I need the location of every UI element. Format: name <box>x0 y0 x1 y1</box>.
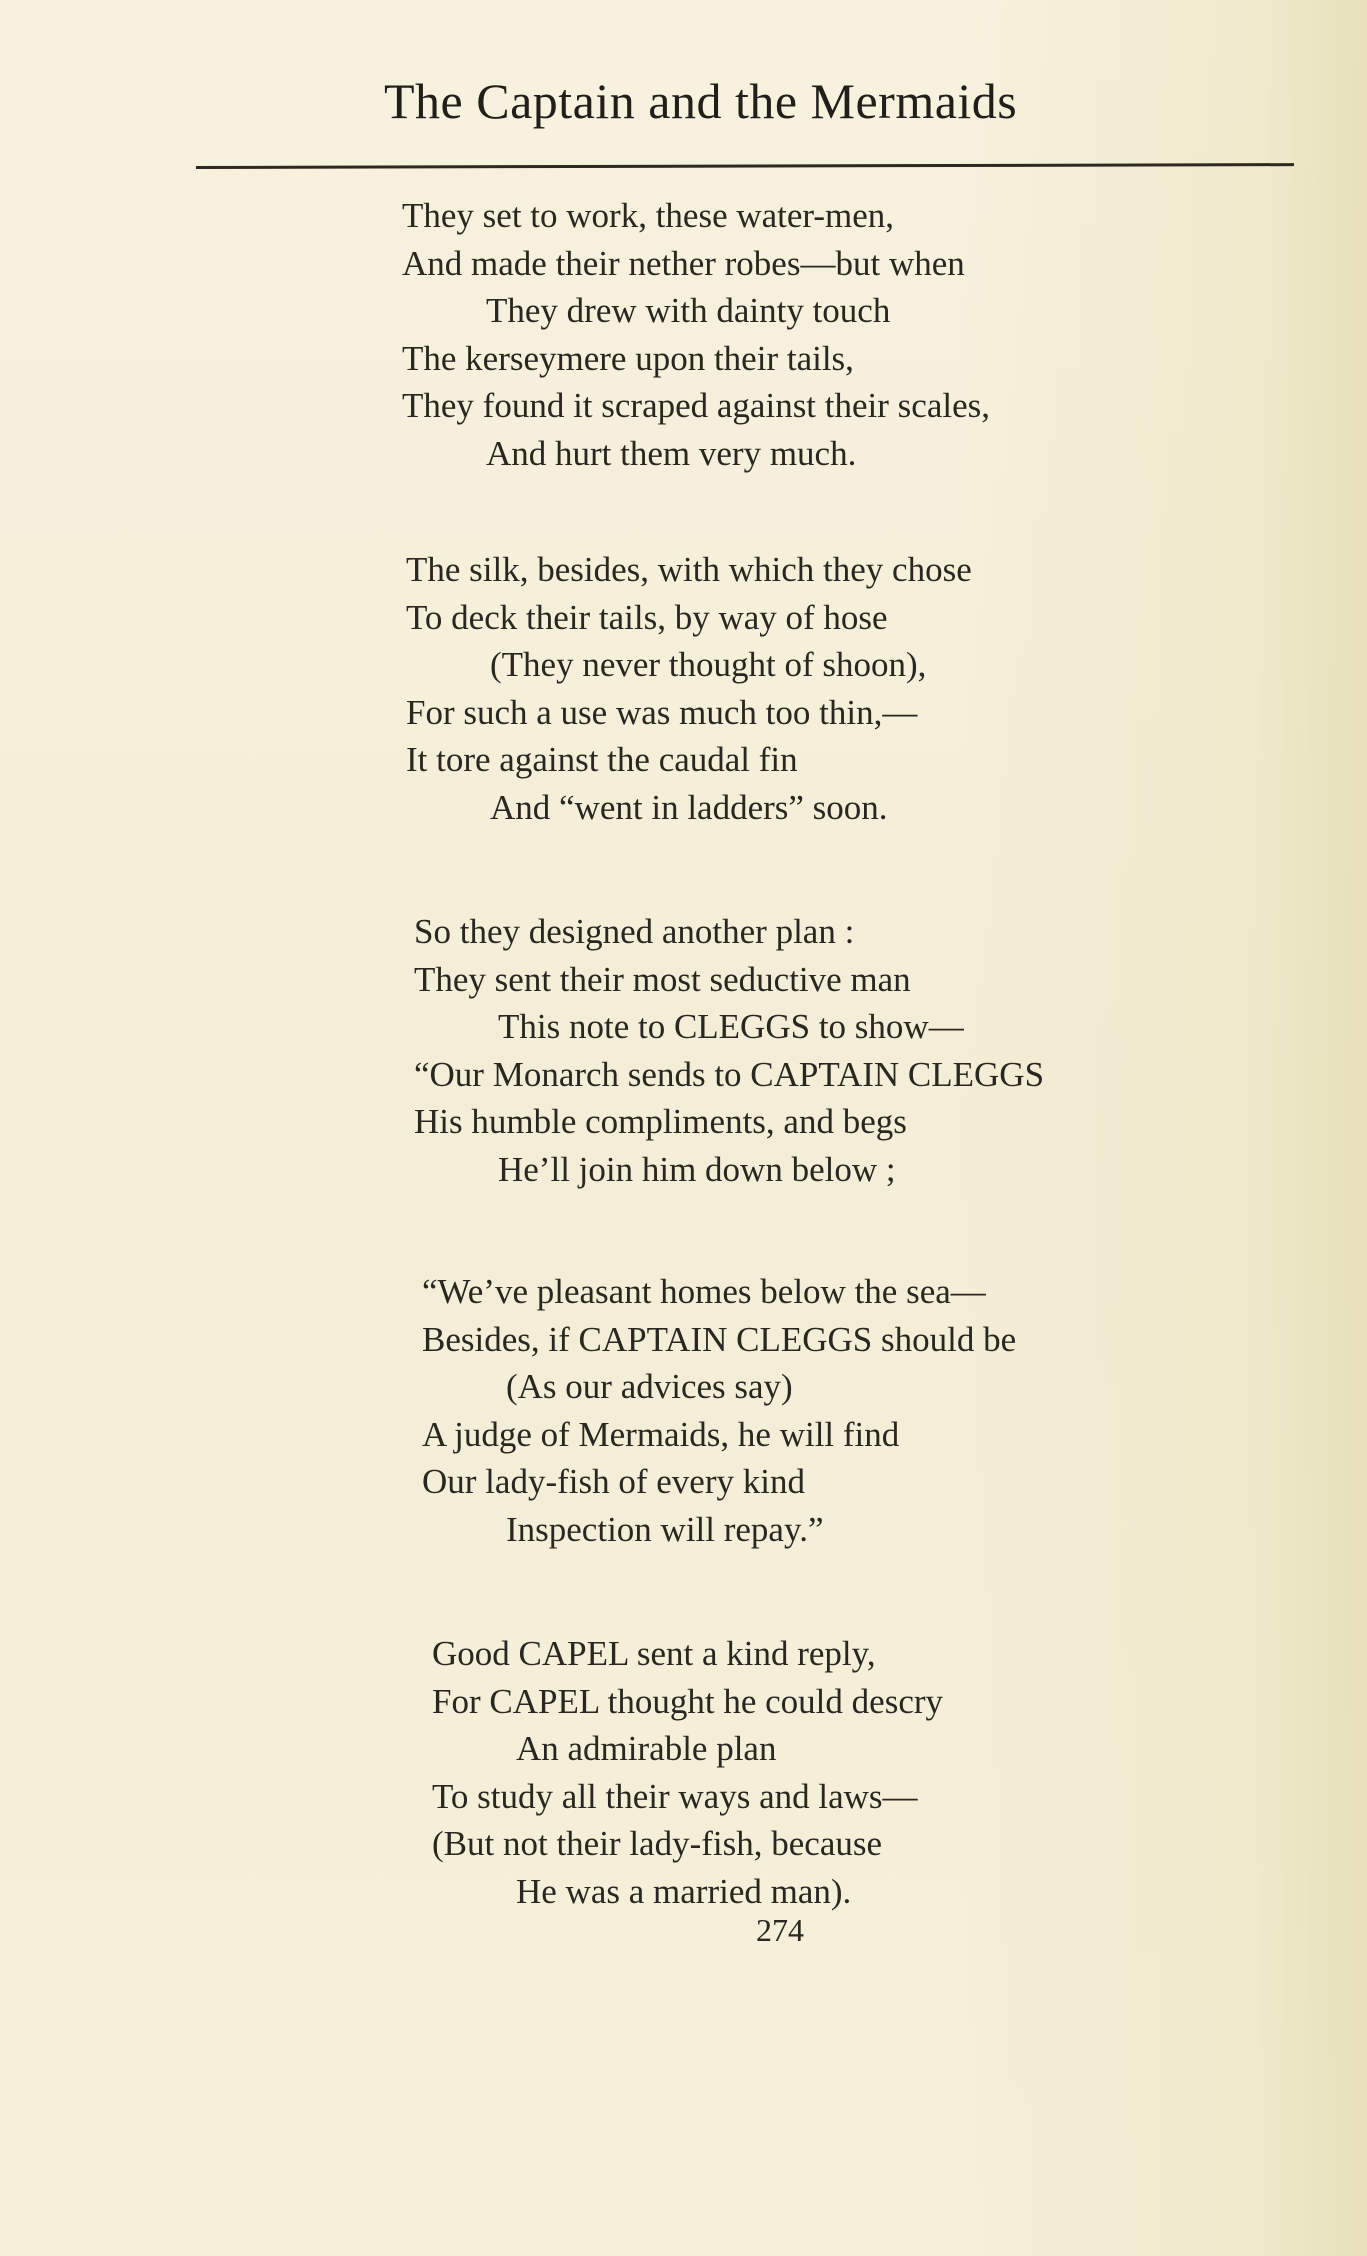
stanza <box>422 1268 1016 1553</box>
verse-line: And hurt them very much. <box>486 433 857 473</box>
verse-line: A judge of Mermaids, he will find <box>422 1414 900 1454</box>
verse-line: (They never thought of shoon), <box>490 645 927 684</box>
verse-line: It tore against the caudal fin <box>406 740 798 779</box>
verse-line: Inspection will repay.” <box>506 1509 824 1549</box>
verse-line: (As our advices say) <box>506 1367 793 1406</box>
verse-line: “We’ve pleasant homes below the sea— <box>422 1272 986 1311</box>
verse-line: This note to CLEGGS to show— <box>498 1007 964 1046</box>
verse-line: Good CAPEL sent a kind reply, <box>432 1634 876 1673</box>
verse-line: They drew with dainty touch <box>486 291 891 330</box>
verse-line: The kerseymere upon their tails, <box>402 338 854 378</box>
verse-line: “Our Monarch sends to CAPTAIN CLEGGS <box>414 1054 1045 1094</box>
verse-line: He’ll join him down below ; <box>498 1149 896 1189</box>
stanza <box>402 192 990 477</box>
verse-line: He was a married man). <box>516 1871 852 1911</box>
verse-line: For such a use was much too thin,— <box>406 692 918 732</box>
verse-line: They found it scraped against their scales, <box>402 386 990 425</box>
verse-line: And “went in ladders” soon. <box>490 787 888 827</box>
verse-line: For CAPEL thought he could descry <box>432 1681 944 1721</box>
stanza <box>432 1630 943 1915</box>
stanza <box>414 908 1044 1193</box>
verse-line: His humble compliments, and begs <box>414 1102 907 1141</box>
verse-line: They sent their most seductive man <box>414 959 911 999</box>
verse-line: And made their nether robes—but when <box>402 243 965 283</box>
verse-line: Besides, if CAPTAIN CLEGGS should be <box>422 1319 1017 1359</box>
verse-line: So they designed another plan : <box>414 912 855 951</box>
verse-line: The silk, besides, with which they chose <box>406 550 972 589</box>
verse-line: To deck their tails, by way of hose <box>406 597 888 637</box>
page-number: 274 <box>756 1912 804 1948</box>
header-rule <box>196 163 1294 169</box>
stanza <box>406 546 972 831</box>
verse-line: To study all their ways and laws— <box>432 1776 918 1816</box>
verse-line: Our lady-fish of every kind <box>422 1462 805 1501</box>
verse-line: They set to work, these water-men, <box>402 196 895 235</box>
running-title: The Captain and the Mermaids <box>384 73 1018 129</box>
verse-line: An admirable plan <box>516 1729 777 1768</box>
verse-line: (But not their lady-fish, because <box>432 1824 883 1863</box>
